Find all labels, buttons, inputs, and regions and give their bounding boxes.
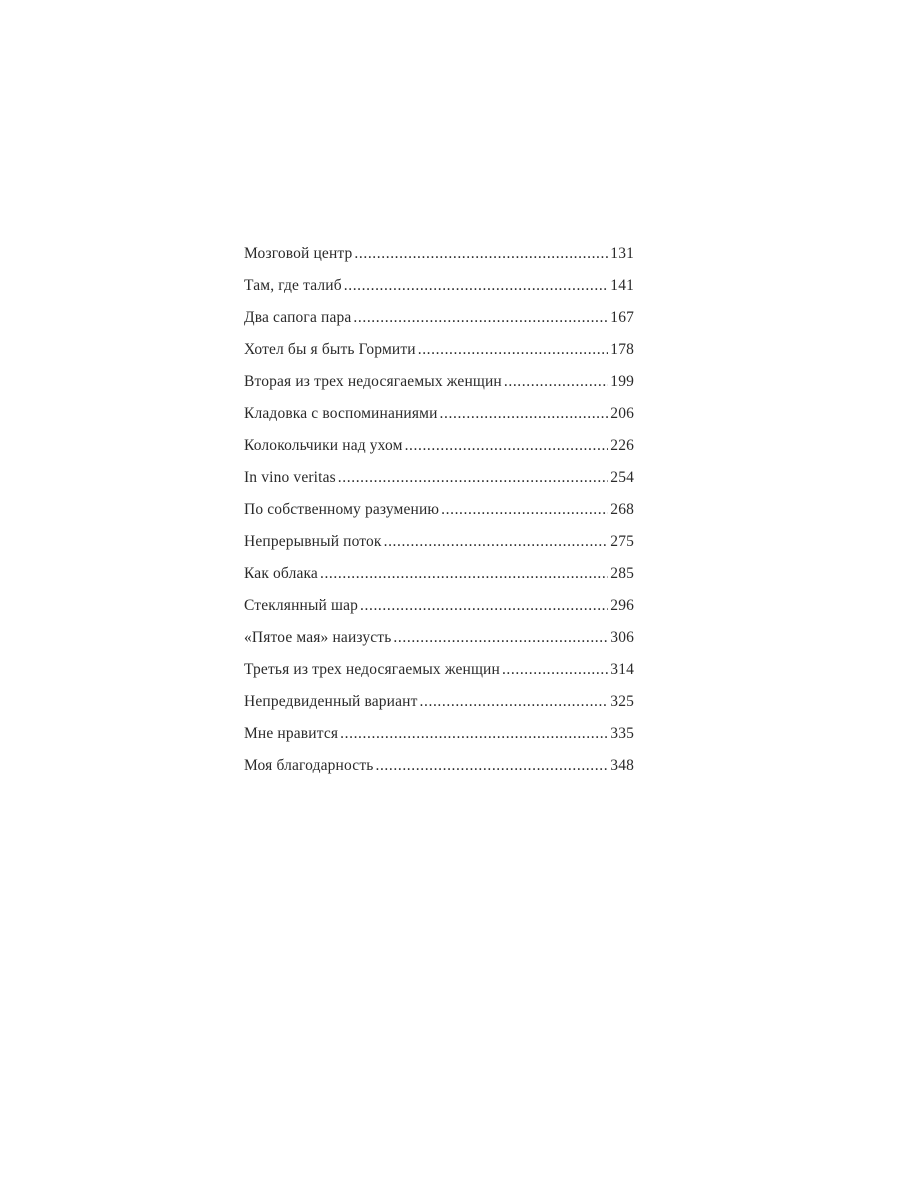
toc-entry [244,558,634,590]
toc-dot-leader [502,654,608,686]
toc-dot-leader [420,686,609,718]
toc-entry-title: Третья из трех недосягаемых женщин [244,661,500,678]
toc-entry-title: Моя благодарность [244,757,374,774]
toc-entry-page: 275 [610,533,634,550]
toc-entry-title: Мозговой центр [244,245,353,262]
toc-entry [244,270,634,302]
toc-entry-page: 206 [610,405,634,422]
toc-entry-title: Хотел бы я быть Гормити [244,341,416,358]
toc-dot-leader [353,302,608,334]
toc-entry [244,494,634,526]
toc-entry [244,622,634,654]
toc-entry-title: Кладовка с воспоминаниями [244,405,438,422]
toc-entry-page: 254 [610,469,634,486]
toc-entry [244,718,634,750]
toc-entry-title: По собственному разумению [244,501,440,518]
toc-entry-page: 226 [610,437,634,454]
toc-dot-leader [440,398,609,430]
toc-entry-page: 348 [610,757,634,774]
toc-entry-title: In vino veritas [244,469,336,486]
toc-entry [244,654,634,686]
toc-dot-leader [384,526,609,558]
toc-entry-title: Непрерывный поток [244,533,382,550]
toc-entry-page: 306 [610,629,634,646]
toc-dot-leader [338,462,609,494]
toc-dot-leader [418,334,609,366]
toc-entry-page: 167 [610,309,634,326]
toc-entry-title: Мне нравится [244,725,339,742]
toc-entry-title: Вторая из трех недосягаемых женщин [244,373,502,390]
toc-dot-leader [504,366,608,398]
toc-entry-page: 178 [610,341,634,358]
toc-entry-page: 141 [610,277,634,294]
toc-entry-page: 268 [610,501,634,518]
toc-entry-page: 335 [610,725,634,742]
toc-entry-title: Колокольчики над ухом [244,437,403,454]
toc-entry [244,526,634,558]
toc-dot-leader [375,750,608,782]
toc-entry-title: Стеклянный шар [244,597,359,614]
toc-entry [244,398,634,430]
toc-dot-leader [405,430,609,462]
toc-dot-leader [344,270,609,302]
toc-entry [244,366,634,398]
toc-dot-leader [360,590,608,622]
toc-entry-page: 131 [610,245,634,262]
toc-entry [244,430,634,462]
toc-entry-title: Как облака [244,565,318,582]
toc-entry-page: 325 [610,693,634,710]
toc-entry [244,334,634,366]
toc-dot-leader [441,494,608,526]
toc-entry [244,462,634,494]
toc-entry-page: 199 [610,373,634,390]
toc-entry-title: Непредвиденный вариант [244,693,418,710]
toc-dot-leader [340,718,608,750]
toc-entry [244,750,634,782]
toc-dot-leader [393,622,608,654]
toc-entry [244,686,634,718]
toc-entry-page: 314 [610,661,634,678]
toc-entry-page: 296 [610,597,634,614]
toc-dot-leader [320,558,608,590]
toc-entry-title: Там, где талиб [244,277,342,294]
toc-dot-leader [354,238,608,270]
toc-entry-title: «Пятое мая» наизусть [244,629,392,646]
toc-entry [244,302,634,334]
toc-entry-page: 285 [610,565,634,582]
toc-entry [244,590,634,622]
toc-entry-title: Два сапога пара [244,309,352,326]
toc-entry [244,238,634,270]
table-of-contents [244,238,634,782]
